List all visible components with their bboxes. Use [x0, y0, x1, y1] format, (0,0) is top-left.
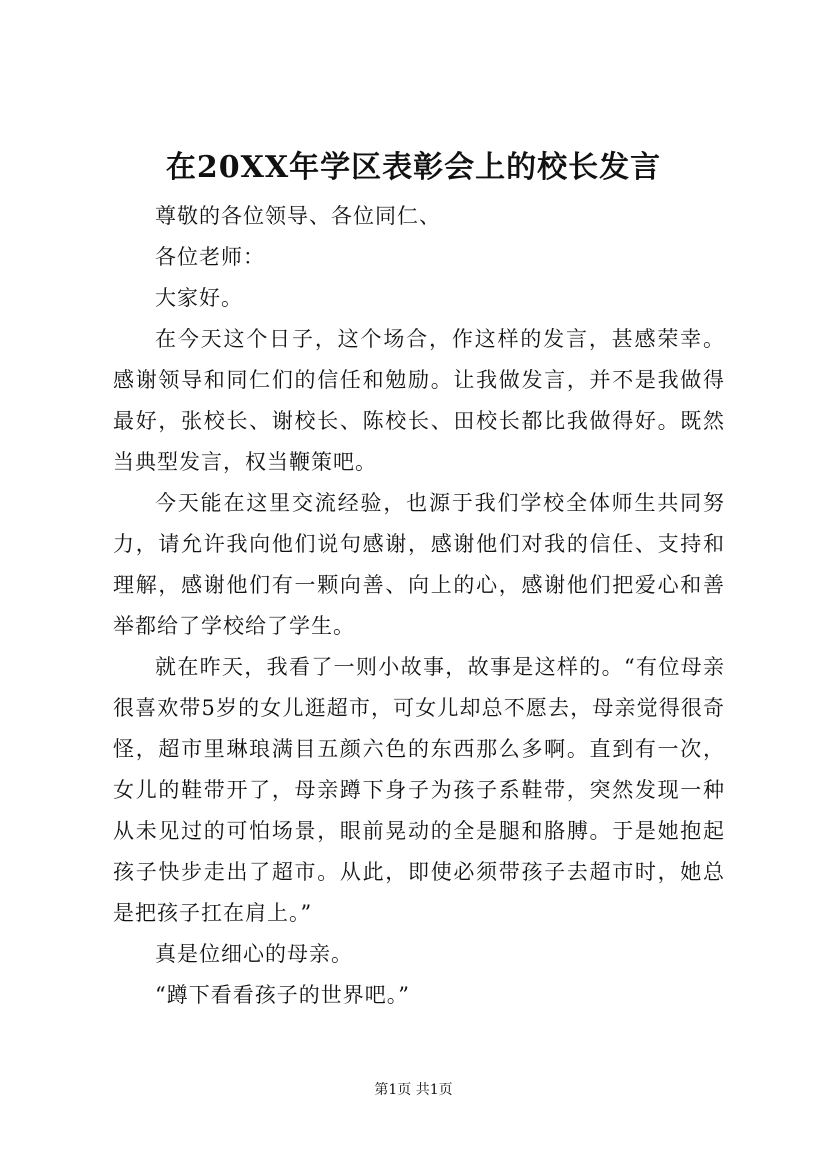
- page-footer: 第1页 共1页: [374, 1082, 453, 1098]
- paragraph-thanks: 在今天这个日子，这个场合，作这样的发言，甚感荣幸。感谢领导和同仁们的信任和勉励。让我做发言，并不是我做得最好，张校长、谢校长、陈校长、田校长都比我做得好。既然当典型发言，权当鞭策吧。: [113, 327, 725, 474]
- document-title: 在20XX年学区表彰会上的校长发言: [165, 150, 662, 185]
- salutation-line-1: 尊敬的各位领导、各位同仁、: [155, 204, 441, 228]
- paragraph-story: 就在昨天，我看了一则小故事，故事是这样的。“有位母亲很喜欢带5岁的女儿逛超市，可女儿却总不愿去，母亲觉得很奇怪，超市里琳琅满目五颜六色的东西那么多啊。直到有一次，女儿的鞋带开了，母亲蹲下身子为孩子系鞋带，突然发现一种从未见过的可怕场景，眼前晃动的全是腿和胳膊。于是她抱起孩子快步走出了超市。从此，即使必须带孩子去超市时，她总是把孩子扛在肩上。”: [113, 655, 725, 925]
- greeting: 大家好。: [155, 286, 243, 310]
- paragraph-mother: 真是位细心的母亲。: [155, 942, 353, 966]
- document-body: [113, 196, 725, 1016]
- paragraph-gratitude: 今天能在这里交流经验，也源于我们学校全体师生共同努力，请允许我向他们说句感谢，感谢他们对我的信任、支持和理解，感谢他们有一颗向善、向上的心，感谢他们把爱心和善举都给了学校给了学生。: [113, 491, 725, 638]
- salutation-line-2: 各位老师：: [155, 245, 265, 269]
- paragraph-quote: “蹲下看看孩子的世界吧。”: [155, 983, 410, 1007]
